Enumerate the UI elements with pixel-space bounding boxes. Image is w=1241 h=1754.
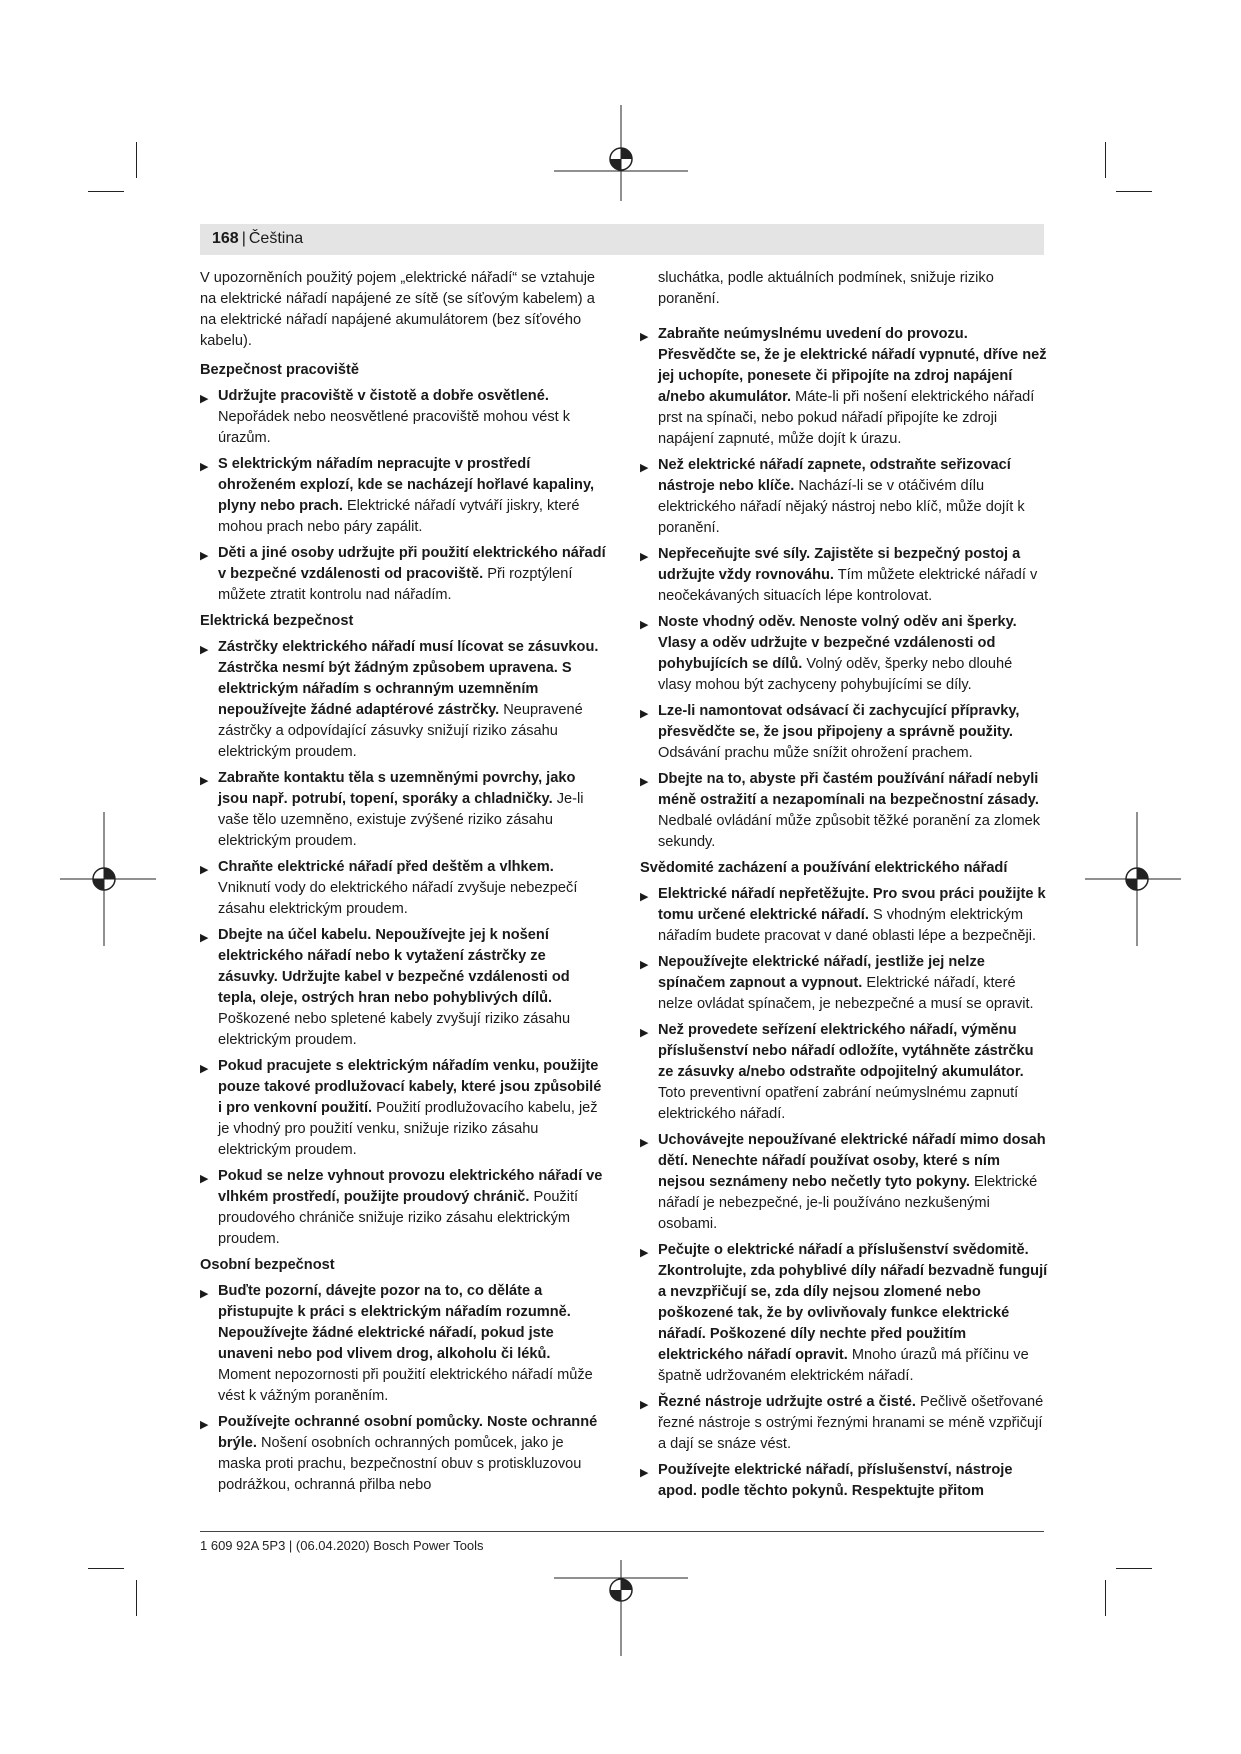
item-bold: Pokud se nelze vyhnout provozu elektrického nářadí ve vlhkém prostředí, použijte proudový chránič. (218, 1168, 603, 1205)
item-text: Vniknutí vody do elektrického nářadí zvyšuje nebezpečí zásahu elektrickým proudem. (218, 880, 578, 917)
item-text: Použití prodlužovacího kabelu, jež je vhodný pro použití venku, snižuje riziko zásahu elektrickým proudem. (218, 1100, 598, 1158)
bullet-triangle-icon: ▶ (200, 393, 209, 405)
page-footer: 1 609 92A 5P3 | (06.04.2020) Bosch Power Tools (200, 1538, 484, 1553)
item-bold: Nepřeceňujte své síly. Zajistěte si bezpečný postoj a udržujte vždy rovnováhu. (658, 546, 1021, 583)
bullet-triangle-icon: ▶ (200, 775, 209, 787)
item-bold: Zabraňte kontaktu těla s uzemněnými povrchy, jako jsou např. potrubí, topení, sporáky a chladničky. (218, 770, 576, 807)
list-item (640, 1130, 1048, 1235)
item-bold: Pokud pracujete s elektrickým nářadím venku, použijte pouze takové prodlužovací kabely, které jsou způsobilé i pro venkovní použití. (218, 1058, 602, 1116)
section-title-tool-use: Svědomité zacházení a používání elektrického nářadí (640, 860, 1008, 876)
bullet-triangle-icon: ▶ (640, 1399, 649, 1411)
list-item (640, 324, 1048, 450)
bullet-triangle-icon: ▶ (200, 1288, 209, 1300)
item-bold: Pečujte o elektrické nářadí a příslušenství svědomitě. Zkontrolujte, zda pohyblivé díly nářadí bezvadně fungují a nevzpřičují se, zda díly nejsou zlomené nebo poškozené tak, že by ovlivňovaly funkce elektrické nářadí. Poškozené díly nechte před použitím elektrického nářadí opravit. (658, 1242, 1048, 1363)
list-item (640, 1240, 1048, 1387)
item-bold: Elektrické nářadí nepřetěžujte. Pro svou práci použijte k tomu určené elektrické nářadí. (658, 886, 1046, 923)
right-column (640, 268, 1048, 1507)
bullet-triangle-icon: ▶ (640, 462, 649, 474)
item-text: Moment nepozornosti při použití elektrického nářadí může vést k vážným poraněním. (218, 1367, 593, 1404)
list-item (200, 543, 606, 606)
page-header-text (212, 230, 303, 248)
list-item (640, 612, 1048, 696)
registration-mark-bottom-icon (554, 1560, 688, 1656)
item-bold: Dbejte na to, abyste při častém používání nářadí nebyli méně ostražití a nezapomínali na bezpečnostní zásady. (658, 771, 1039, 808)
header-separator: | (241, 230, 246, 247)
registration-mark-left-icon (60, 812, 156, 946)
bullet-triangle-icon: ▶ (200, 1063, 209, 1075)
crop-mark (136, 142, 137, 178)
bullet-triangle-icon: ▶ (640, 1247, 649, 1259)
item-text: S vhodným elektrickým nářadím budete pracovat v dané oblasti lépe a bezpečněji. (658, 907, 1037, 944)
bullet-triangle-icon: ▶ (200, 644, 209, 656)
item-bold: Řezné nástroje udržujte ostré a čisté. (658, 1394, 916, 1410)
item-bold: Noste vhodný oděv. Nenoste volný oděv ani šperky. Vlasy a oděv udržujte v bezpečné vzdálenosti od pohybujících se dílů. (658, 614, 1017, 672)
item-bold: S elektrickým nářadím nepracujte v prostředí ohroženém explozí, kde se nacházejí hořlavé kapaliny, plyny nebo prach. (218, 456, 595, 514)
bullet-triangle-icon: ▶ (200, 1173, 209, 1185)
item-bold: Používejte ochranné osobní pomůcky. Noste ochranné brýle. (218, 1414, 598, 1451)
list-item (200, 454, 606, 538)
item-bold: Než provedete seřízení elektrického nářadí, výměnu příslušenství nebo nářadí odložíte, vytáhněte zástrčku ze zásuvky a/nebo odstraňte odpojitelný akumulátor. (658, 1022, 1034, 1080)
registration-mark-top-icon (554, 105, 688, 201)
item-bold: Zástrčky elektrického nářadí musí lícovat se zásuvkou. Zástrčka nesmí být žádným způsobem upravena. S elektrickým nářadím s ochranným uzemněním nepoužívejte žádné adaptérové zástrčky. (218, 639, 599, 718)
list-item (640, 884, 1048, 947)
bullet-triangle-icon: ▶ (640, 1467, 649, 1479)
item-text: Použití proudového chrániče snižuje riziko zásahu elektrickým proudem. (218, 1189, 579, 1247)
item-bold: Zabraňte neúmyslnému uvedení do provozu. Přesvědčte se, že je elektrické nářadí vypnuté, dříve než jej uchopíte, ponesete či připojíte na zdroj napájení a/nebo akumulátor. (658, 326, 1047, 405)
item-bold: Buďte pozorní, dávejte pozor na to, co děláte a přistupujte k práci s elektrickým nářadím rozumně. Nepoužívejte žádné elektrické nářadí, pokud jste unaveni nebo pod vlivem drog, alkoholu či léků. (218, 1283, 571, 1362)
item-text: Nachází-li se v otáčivém dílu elektrického nářadí nějaký nástroj nebo klíč, může dojít k poranění. (658, 478, 1025, 536)
item-bold: Nepoužívejte elektrické nářadí, jestliže jej nelze spínačem zapnout a vypnout. (658, 954, 985, 991)
item-text: Neupravené zástrčky a odpovídající zásuvky snižují riziko zásahu elektrickým proudem. (218, 702, 583, 760)
page-header (200, 224, 1044, 255)
crop-mark (136, 1580, 137, 1616)
list-item (200, 1281, 606, 1407)
list-item (200, 637, 606, 763)
bullet-triangle-icon: ▶ (640, 551, 649, 563)
personal-list-continued (640, 324, 1048, 853)
list-item (200, 857, 606, 920)
list-item (640, 952, 1048, 1015)
list-item (200, 386, 606, 449)
section-title-electrical: Elektrická bezpečnost (200, 613, 354, 629)
crop-mark (1116, 1568, 1152, 1569)
item-text: Elektrické nářadí je nebezpečné, je-li používáno nezkušenými osobami. (658, 1174, 1038, 1232)
electrical-list (200, 637, 606, 1250)
item-text: Mnoho úrazů má příčinu ve špatně udržovaném elektrickém nářadí. (658, 1347, 1029, 1384)
list-item (200, 768, 606, 852)
item-text: Toto preventivní opatření zabrání neúmyslnému zapnutí elektrického nářadí. (658, 1085, 1019, 1122)
list-item (640, 1392, 1048, 1455)
item-text: Nepořádek nebo neosvětlené pracoviště mohou vést k úrazům. (218, 409, 571, 446)
continuation-text: sluchátka, podle aktuálních podmínek, snižuje riziko poranění. (658, 270, 994, 307)
bullet-triangle-icon: ▶ (200, 461, 209, 473)
list-item (640, 1020, 1048, 1125)
list-item (640, 701, 1048, 764)
intro-paragraph: V upozorněních použitý pojem „elektrické nářadí“ se vztahuje na elektrické nářadí napájené ze sítě (se síťovým kabelem) a na elektrické nářadí napájené akumulátorem (bez síťového kabelu). (200, 270, 596, 349)
workplace-list (200, 386, 606, 606)
bullet-triangle-icon: ▶ (200, 1419, 209, 1431)
page-number: 168 (212, 230, 239, 247)
crop-mark (1105, 1580, 1106, 1616)
section-title-workplace: Bezpečnost pracoviště (200, 362, 359, 378)
item-bold: Děti a jiné osoby udržujte při použití elektrického nářadí v bezpečné vzdálenosti od pracoviště. (218, 545, 606, 582)
bullet-triangle-icon: ▶ (640, 1027, 649, 1039)
item-text: Tím můžete elektrické nářadí v neočekávaných situacích lépe kontrolovat. (658, 567, 1038, 604)
tool-use-list (640, 884, 1048, 1502)
header-language: Čeština (248, 230, 304, 247)
item-bold: Dbejte na účel kabelu. Nepoužívejte jej k nošení elektrického nářadí nebo k vytažení zástrčky ze zásuvky. Udržujte kabel v bezpečné vzdálenosti od tepla, oleje, ostrých hran nebo pohyblivých dílů. (218, 927, 570, 1006)
bullet-triangle-icon: ▶ (200, 550, 209, 562)
bullet-triangle-icon: ▶ (640, 708, 649, 720)
bullet-triangle-icon: ▶ (640, 331, 649, 343)
bullet-triangle-icon: ▶ (640, 959, 649, 971)
item-text: Je-li vaše tělo uzemněno, existuje zvýšené riziko zásahu elektrickým proudem. (218, 791, 584, 849)
item-bold: Udržujte pracoviště v čistotě a dobře osvětlené. (218, 388, 549, 404)
footer-rule (200, 1531, 1044, 1532)
list-item (200, 925, 606, 1051)
crop-mark (88, 191, 124, 192)
list-item (640, 769, 1048, 853)
item-bold: Lze-li namontovat odsávací či zachycující přípravky, přesvědčte se, že jsou připojeny a správně použity. (658, 703, 1020, 740)
crop-mark (1116, 191, 1152, 192)
item-text: Nošení osobních ochranných pomůcek, jako je maska proti prachu, bezpečnostní obuv s protiskluzovou podrážkou, ochranná přilba nebo (218, 1435, 582, 1493)
item-text: Elektrické nářadí vytváří jiskry, které mohou prach nebo páry zapálit. (218, 498, 580, 535)
bullet-triangle-icon: ▶ (640, 619, 649, 631)
list-item (640, 455, 1048, 539)
item-text: Pečlivě ošetřované řezné nástroje s ostrými řeznými hranami se méně vzpřičují a dají se snáze vést. (658, 1394, 1044, 1452)
list-item (200, 1056, 606, 1161)
list-item (200, 1412, 606, 1496)
item-text: Poškozené nebo spletené kabely zvyšují riziko zásahu elektrickým proudem. (218, 1011, 571, 1048)
bullet-triangle-icon: ▶ (200, 932, 209, 944)
item-text: Máte-li při nošení elektrického nářadí prst na spínači, nebo pokud nářadí připojíte ke zdroji napájení zapnuté, může dojít k úrazu. (658, 389, 1035, 447)
item-bold: Než elektrické nářadí zapnete, odstraňte seřizovací nástroje nebo klíče. (658, 457, 1011, 494)
item-bold: Používejte elektrické nářadí, příslušenství, nástroje apod. podle těchto pokynů. Respektujte přitom (658, 1462, 1013, 1499)
item-text: Elektrické nářadí, které nelze ovládat spínačem, je nebezpečné a musí se opravit. (658, 975, 1034, 1012)
crop-mark (1105, 142, 1106, 178)
registration-mark-right-icon (1085, 812, 1181, 946)
item-text: Volný oděv, šperky nebo dlouhé vlasy mohou být zachyceny pohybujícími se díly. (658, 656, 1013, 693)
item-text: Odsávání prachu může snížit ohrožení prachem. (658, 745, 973, 761)
bullet-triangle-icon: ▶ (640, 776, 649, 788)
bullet-triangle-icon: ▶ (640, 1137, 649, 1149)
crop-mark (88, 1568, 124, 1569)
item-bold: Uchovávejte nepoužívané elektrické nářadí mimo dosah dětí. Nenechte nářadí používat osoby, které s ním nejsou seznámeny nebo nečetly tyto pokyny. (658, 1132, 1046, 1190)
section-title-personal: Osobní bezpečnost (200, 1257, 335, 1273)
left-column (200, 268, 606, 1501)
item-bold: Chraňte elektrické nářadí před deštěm a vlhkem. (218, 859, 554, 875)
item-text: Nedbalé ovládání může způsobit těžké poranění za zlomek sekundy. (658, 813, 1041, 850)
list-item (640, 544, 1048, 607)
item-text: Při rozptýlení můžete ztratit kontrolu nad nářadím. (218, 566, 573, 603)
list-item (200, 1166, 606, 1250)
bullet-triangle-icon: ▶ (200, 864, 209, 876)
bullet-triangle-icon: ▶ (640, 891, 649, 903)
personal-list (200, 1281, 606, 1496)
list-item (640, 1460, 1048, 1502)
